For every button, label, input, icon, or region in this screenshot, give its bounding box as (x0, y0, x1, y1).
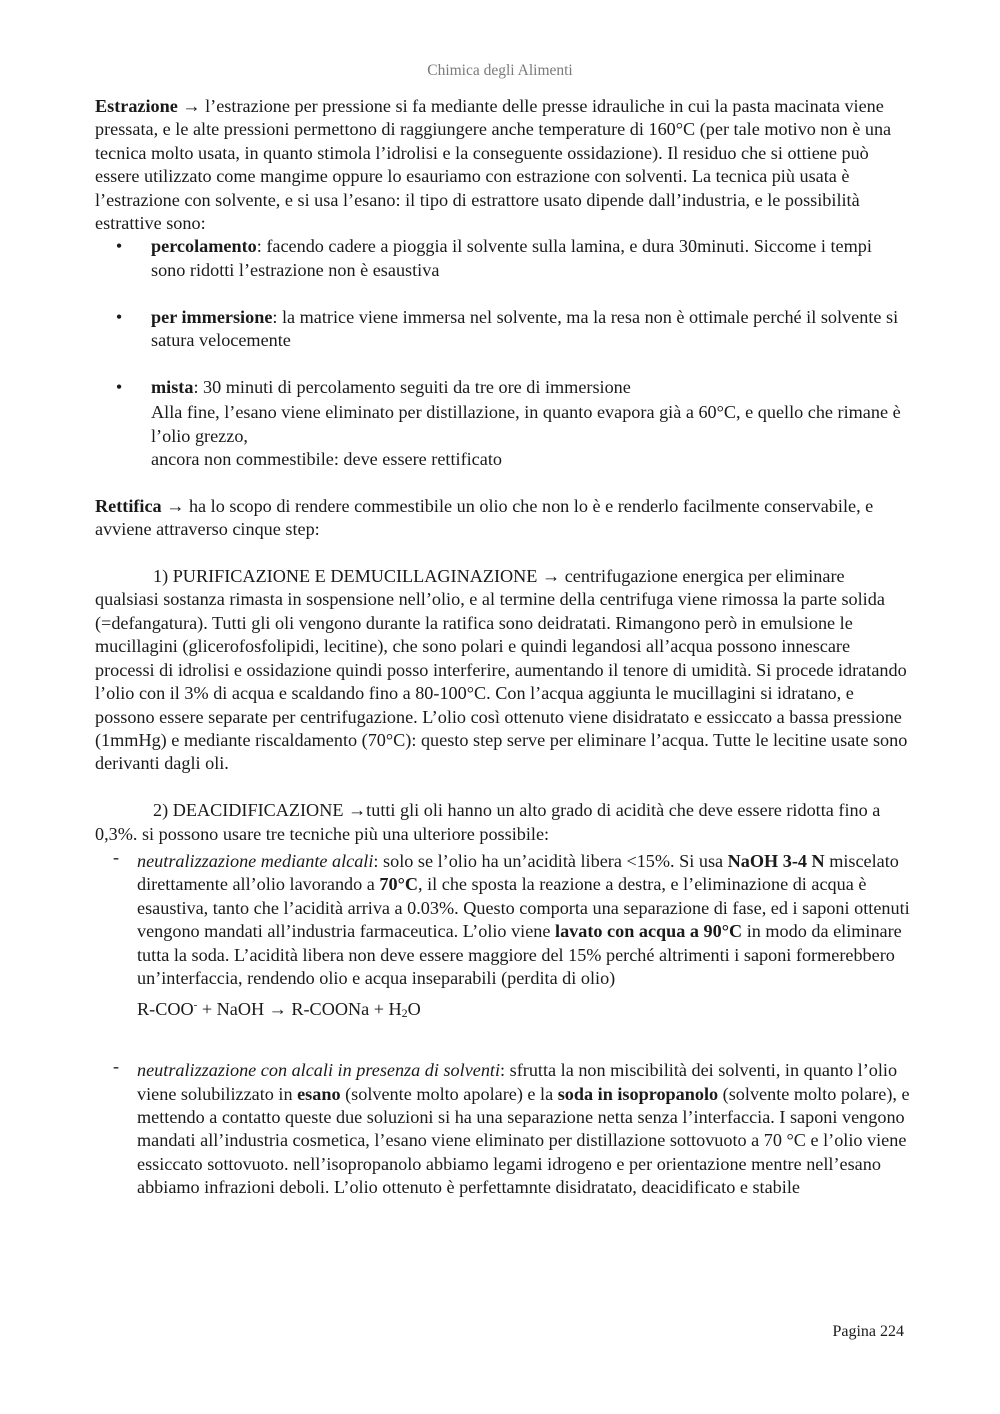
dash-icon: - (113, 1056, 120, 1077)
item-bold: esano (297, 1083, 341, 1104)
page-content (95, 95, 910, 1200)
formula-part: + NaOH → R-COONa + H (197, 999, 402, 1020)
item-term: mista (151, 376, 194, 397)
item-text: (solvente molto polare), e mettendo a contatto queste due soluzioni si ha una separazione netta senza l’interfaccia. I saponi vengono mandati all’industria cosmetica, l’esano viene eliminato per distillazione sottovuoto a 70 °C e l’olio viene essiccato sottovuoto. nell’isopropanolo abbiamo legami idrogeno e per orientazione mentre nell’esano abbiamo infrazioni deboli. L’olio ottenuto è perfettamnte disidratato, deacidificato e stabile (137, 1083, 910, 1198)
item-bold: lavato con acqua a 90°C (555, 921, 743, 942)
item-text: : la matrice viene immersa nel solvente, ma la resa non è ottimale perché il solvente si satura velocemente (151, 306, 899, 351)
estrazione-term: Estrazione (95, 96, 178, 116)
list-item (95, 306, 910, 353)
bullet-icon: • (115, 306, 123, 327)
item-term: per immersione (151, 306, 273, 327)
formula-superscript: - (193, 999, 198, 1012)
item-text: miscelato direttamente all’olio lavorando a (137, 850, 899, 895)
item-text: : 30 minuti di percolamento seguiti da tre ore di immersione (193, 376, 631, 397)
spacer (95, 352, 910, 375)
item-term: percolamento (151, 236, 257, 257)
step1-title: 1) PURIFICAZIONE E DEMUCILLAGINAZIONE (153, 566, 538, 587)
item-bold: 70°C (379, 874, 419, 895)
formula-part: R-COO (137, 999, 194, 1020)
bullet-icon: • (115, 236, 123, 257)
formula-subscript: 2 (401, 1006, 408, 1021)
rettifica-paragraph (95, 495, 910, 542)
item-bold: NaOH 3-4 N (727, 850, 825, 871)
item-text: (solvente molto apolare) e la (340, 1083, 558, 1104)
after-line: ancora non commestibile: deve essere rettificato (151, 449, 502, 470)
item-text: in modo da eliminare tutta la soda. L’acidità libera non deve essere maggiore del 15% perché altrimenti i saponi formerebbero un’interfaccia, rendendo olio e acqua inseparabili (perdita di olio) (137, 921, 902, 988)
list-item (95, 846, 910, 1026)
step2-text: →tutti gli oli hanno un alto grado di acidità che deve essere ridotta fino a 0,3%. si possono usare tre tecniche più una ulteriore possibile: (95, 800, 881, 844)
spacer (95, 542, 910, 565)
item-text: : sfrutta la non miscibilità dei solventi, in quanto l’olio viene solubilizzato in (137, 1060, 898, 1104)
rettifica-term: Rettifica (95, 495, 162, 516)
step2-title: 2) DEACIDIFICAZIONE (153, 800, 344, 821)
item-term: neutralizzazione mediante alcali (137, 850, 374, 871)
after-line: Alla fine, l’esano viene eliminato per distillazione, in quanto evapora già a 60°C, e quello che rimane è l’olio grezzo, (151, 402, 901, 446)
list-item (95, 1056, 910, 1199)
step2-paragraph (95, 799, 910, 846)
spacer (95, 776, 910, 799)
spacer (95, 471, 910, 494)
bullet-icon: • (115, 376, 123, 397)
spacer (95, 1049, 910, 1059)
item-bold: soda in isopropanolo (557, 1083, 719, 1104)
list-item (95, 376, 910, 472)
item-term: neutralizzazione con alcali in presenza di solventi (137, 1060, 501, 1081)
estrazione-paragraph (95, 95, 910, 235)
rettifica-text: → ha lo scopo di rendere commestibile un olio che non lo è e renderlo facilmente conservabile, e avviene attraverso cinque step: (95, 495, 874, 540)
estrazione-text: → l’estrazione per pressione si fa mediante delle presse idrauliche in cui la pasta macinata viene pressata, e le alte pressioni permettono di raggiungere anche temperature di 160°C (per tale motivo non è una tecnica molto usata, in quanto stimola l’idrolisi e la conseguente ossidazione). Il residuo che si ottiene può essere utilizzato come mangime oppure lo esauriamo con estrazione con solventi. La tecnica più usata è l’estrazione con solvente, e si usa l’esano: il tipo di estrattore usato dipende dall’industria, e le possibilità estrattive sono: (95, 96, 892, 234)
item-text: , il che sposta la reazione a destra, e l’eliminazione di acqua è esaustiva, tanto che l’acidità arriva a 0.03%. Questo comporta una separazione di fase, ed i saponi ottenuti vengono mandati all’industria farmaceutica. L’olio viene (137, 874, 910, 942)
deacidification-list (95, 846, 910, 1200)
step1-paragraph (95, 565, 910, 776)
extraction-methods-list (95, 235, 910, 471)
step1-text: → centrifugazione energica per eliminare qualsiasi sostanza rimasta in sospensione nell’olio, e al termine della centrifuga viene rimossa la parte solida (=defangatura). Tutti gli oli vengono durante la ratifica sono deidratati. Rimangono però in emulsione le mucillagini (glicerofosfolipidi, lecitine), che sono polari e quindi legandosi all’acqua possono innescare processi di idrolisi e ossidazione quindi posso interferire, aumentando il tenore di umidità. Si procede idratando l’olio con il 3% di acqua e scaldando fino a 80-100°C. Con l’acqua aggiunta le mucillagini si idratano, e possono essere separate per centrifugazione. L’olio così ottenuto viene disidratato e essiccato a bassa pressione (1mmHg) e mediante riscaldamento (70°C): questo step serve per eliminare l’acqua. Tutte le lecitine usate sono derivanti dagli oli. (95, 566, 908, 774)
item-text: : solo se l’olio ha un’acidità libera <15%. Si usa (373, 850, 728, 871)
dash-icon: - (113, 846, 120, 867)
list-item (95, 235, 910, 282)
reaction-formula (137, 994, 910, 1025)
page-header: Chimica degli Alimenti (427, 62, 573, 79)
spacer (95, 1026, 910, 1049)
formula-part: O (407, 999, 421, 1020)
spacer (95, 282, 910, 305)
page-number: Pagina 224 (832, 1323, 904, 1340)
item-text: : facendo cadere a pioggia il solvente sulla lamina, e dura 30minuti. Siccome i tempi sono ridotti l’estrazione non è esaustiva (151, 236, 872, 280)
